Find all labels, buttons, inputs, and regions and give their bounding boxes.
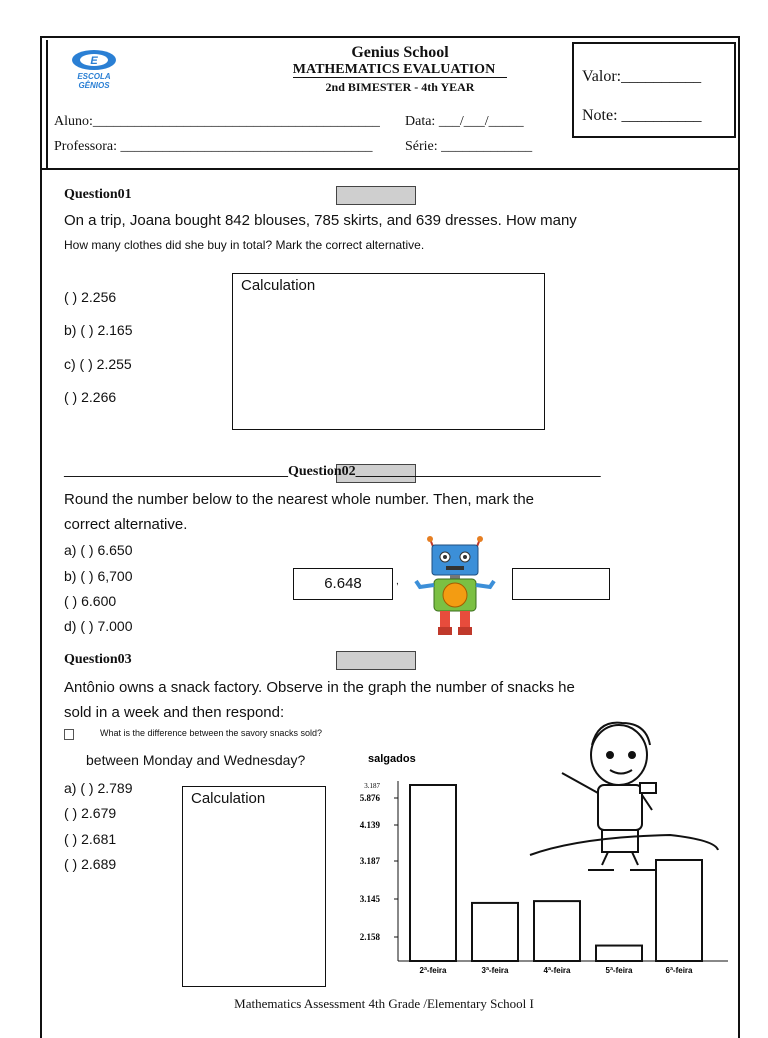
q2-option-b[interactable]: b) ( ) 6,700 [64, 568, 133, 584]
bimester-label: 2nd BIMESTER - 4th YEAR [325, 80, 475, 94]
q1-option-a[interactable]: ( ) 2.256 [64, 289, 117, 305]
q1-option-b[interactable]: b) ( ) 2.165 [64, 322, 133, 338]
x-tick-label: 3ª-feira [481, 966, 509, 975]
question02-text: Round the number below to the nearest whole number. Then, mark the [64, 491, 535, 508]
chart-plot-area [360, 753, 728, 975]
valor-field[interactable]: Valor:__________ [582, 68, 702, 85]
q3-option-a[interactable]: a) ( ) 2.789 [64, 780, 133, 796]
svg-text:E: E [90, 55, 98, 67]
question03-calculation-label: Calculation [191, 790, 266, 807]
question03-subquestion: What is the difference between the savory snacks sold? [100, 728, 322, 738]
x-tick-label: 2ª-feira [419, 966, 447, 975]
bar-5 [656, 860, 702, 961]
logo-text-genios: GÊNIOS [78, 81, 110, 90]
footer-text: Mathematics Assessment 4th Grade /Elementary School I [234, 996, 534, 1011]
question01-calculation-label: Calculation [241, 277, 316, 294]
x-tick-label: 6ª-feira [665, 966, 693, 975]
header-inner-line [46, 40, 48, 170]
y-tick-label: 3.187 [359, 856, 380, 866]
q2-option-a[interactable]: a) ( ) 6.650 [64, 542, 133, 558]
rounded-answer-box[interactable] [512, 568, 610, 600]
bar-1 [410, 785, 456, 961]
logo-text-escola: ESCOLA [77, 72, 111, 81]
y-tick-label: 5.876 [359, 793, 380, 803]
question01-subtext: How many clothes did she buy in total? Mark the correct alternative. [64, 238, 425, 252]
y-tick-label: 3.145 [359, 894, 380, 904]
robot-icon [410, 535, 500, 640]
question03-score-box [336, 651, 416, 670]
bar-2 [472, 903, 518, 961]
y-ticks [360, 782, 398, 942]
data-field[interactable]: Data: ___/___/_____ [405, 114, 524, 129]
school-name: Genius School [351, 44, 449, 61]
q2-option-c[interactable]: ( ) 6.600 [64, 593, 117, 609]
question03-text: Antônio owns a snack factory. Observe in the graph the number of snacks he [64, 679, 575, 696]
aluno-field[interactable]: Aluno:_________________________________________ [54, 114, 380, 129]
question02-text-2: correct alternative. [64, 516, 188, 533]
question01-title: Question01 [64, 187, 132, 202]
x-tick-label: 5ª-feira [605, 966, 633, 975]
question03-text-2: sold in a week and then respond: [64, 704, 285, 721]
q3-option-c[interactable]: ( ) 2.681 [64, 831, 117, 847]
q3-option-d[interactable]: ( ) 2.689 [64, 856, 117, 872]
bar-4 [596, 946, 642, 961]
robot-illustration [410, 535, 500, 640]
q1-option-d[interactable]: ( ) 2.266 [64, 389, 117, 405]
x-tick-label: 4ª-feira [543, 966, 571, 975]
y-tick-label-top: 3.187 [364, 782, 380, 790]
y-tick-label: 4.139 [359, 820, 380, 830]
q2-option-d[interactable]: d) ( ) 7.000 [64, 618, 133, 634]
question01-score-box [336, 186, 416, 205]
q1-option-c[interactable]: c) ( ) 2.255 [64, 356, 132, 372]
question02-title: ________________________________Question02___________________________________ [64, 464, 601, 479]
snacks-bar-chart [340, 715, 735, 985]
question03-calculation-box[interactable] [182, 786, 326, 987]
bar-3 [534, 901, 580, 961]
boy-illustration-icon [530, 723, 718, 870]
q3-option-b[interactable]: ( ) 2.679 [64, 805, 117, 821]
separator-comma: , [396, 576, 399, 587]
bullet-box-icon [64, 729, 74, 740]
school-logo [66, 48, 122, 94]
serie-field[interactable]: Série: _____________ [405, 139, 533, 154]
y-tick-label: 2.158 [359, 932, 380, 942]
question03-title: Question03 [64, 652, 132, 667]
question01-text: On a trip, Joana bought 842 blouses, 785 skirts, and 639 dresses. How many [64, 212, 577, 229]
question01-calculation-box[interactable] [232, 273, 545, 430]
bars [410, 785, 702, 961]
x-ticks [420, 966, 694, 975]
professora-field[interactable]: Professora: ____________________________________ [54, 139, 373, 154]
evaluation-title: MATHEMATICS EVALUATION [250, 62, 550, 78]
header-divider [40, 168, 738, 170]
question03-subquestion-2: between Monday and Wednesday? [86, 752, 306, 768]
chart-title: salgados [368, 753, 416, 765]
number-to-round: 6.648 [293, 568, 393, 600]
note-field[interactable]: Note: __________ [582, 107, 702, 124]
